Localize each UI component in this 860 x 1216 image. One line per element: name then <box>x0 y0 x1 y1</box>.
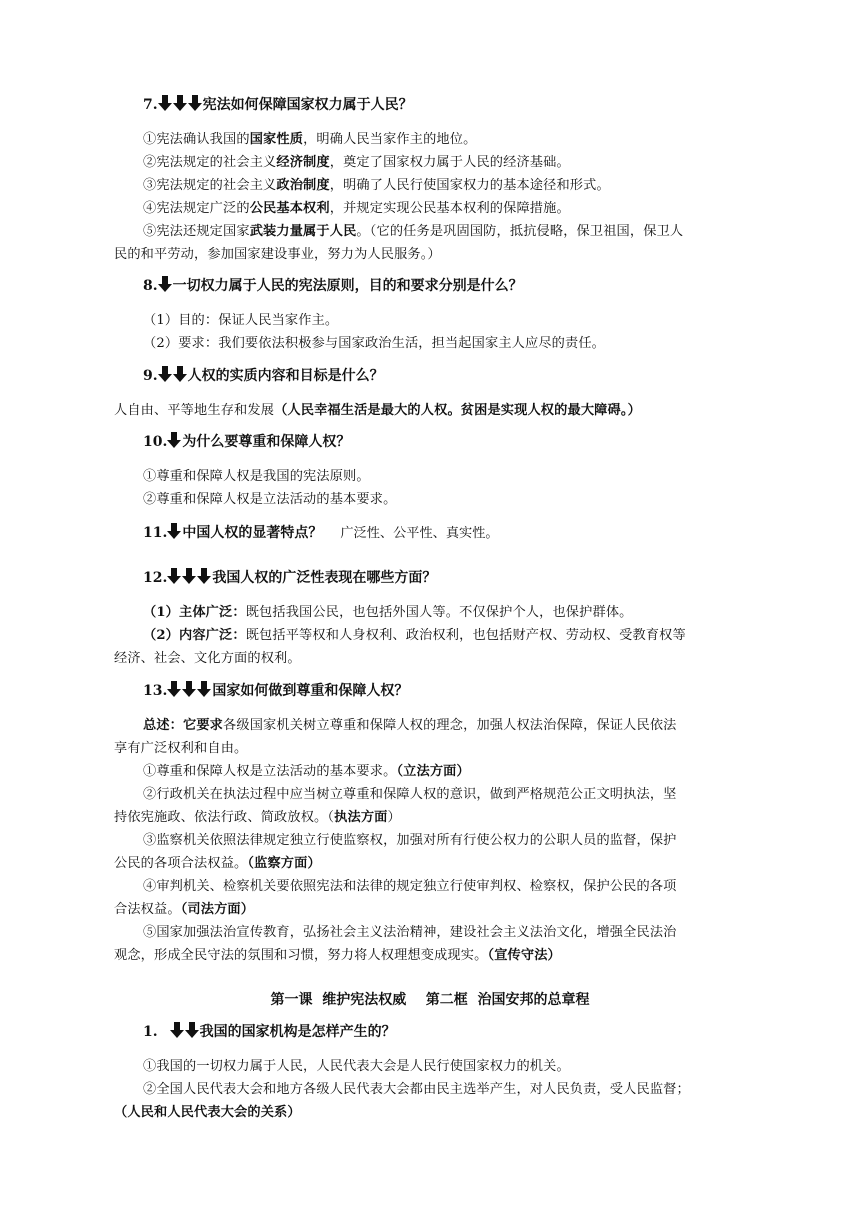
arrow-down-icon <box>182 568 196 588</box>
arrow-down-icon <box>185 1022 199 1042</box>
arrow-down-icon <box>170 1022 184 1042</box>
list-item: ⑤宪法还规定国家武装力量属于人民。（它的任务是巩固国防，抵抗侵略，保卫祖国，保卫人 <box>143 224 684 239</box>
arrow-down-icon <box>167 432 181 452</box>
summary-continuation: 享有广泛权利和自由。 <box>114 741 248 756</box>
summary-text: 总述：它要求各级国家机关树立尊重和保障人权的理念，加强人权法治保障，保证人民依法 <box>143 718 677 733</box>
arrow-down-icon <box>167 568 181 588</box>
list-item: ①尊重和保障人权是我国的宪法原则。 <box>143 469 370 484</box>
question-11-heading: 11. 中国人权的显著特点？ 广泛性、公平性、真实性。 <box>143 525 499 541</box>
arrow-down-icon <box>158 276 172 296</box>
arrow-down-icon <box>197 568 211 588</box>
list-item-continuation: 公民的各项合法权益。（监察方面） <box>114 856 321 871</box>
question-13-heading: 13. 国家如何做到尊重和保障人权？ <box>143 683 409 699</box>
arrow-down-icon <box>167 681 181 701</box>
question-number: 7. <box>143 97 158 113</box>
list-item: ②全国人民代表大会和地方各级人民代表大会都由民主选举产生，对人民负责，受人民监督； <box>143 1082 690 1097</box>
question-10-heading: 10. 为什么要尊重和保障人权？ <box>143 434 351 450</box>
list-item: （1）主体广泛：既包括我国公民，也包括外国人等。不仅保护个人，也保护群体。 <box>143 605 633 620</box>
list-item: ③宪法规定的社会主义政治制度，明确了人民行使国家权力的基本途径和形式。 <box>143 178 610 193</box>
arrow-down-icon <box>158 366 172 386</box>
list-item-continuation: 持依宪施政、依法行政、简政放权。（执法方面） <box>114 810 401 825</box>
list-item: ①宪法确认我国的国家性质，明确人民当家作主的地位。 <box>143 132 477 147</box>
question-9-heading: 9. 人权的实质内容和目标是什么？ <box>143 368 384 384</box>
arrow-down-icon <box>158 95 172 115</box>
list-item-continuation: 观念，形成全民守法的氛围和习惯，努力将人权理想变成现实。（宣传守法） <box>114 948 561 963</box>
arrow-down-icon <box>197 681 211 701</box>
question-8-heading: 8. 一切权力属于人民的宪法原则，目的和要求分别是什么？ <box>143 278 523 294</box>
list-item-continuation: （人民和人民代表大会的关系） <box>114 1105 301 1120</box>
list-item-continuation: 合法权益。（司法方面） <box>114 902 255 917</box>
question-title: 宪法如何保障国家权力属于人民？ <box>202 97 413 113</box>
arrow-down-icon <box>167 523 181 543</box>
list-item: ③监察机关依照法律规定独立行使监察权，加强对所有行使公权力的公职人员的监督，保护 <box>143 833 677 848</box>
arrow-down-icon <box>173 366 187 386</box>
answer-text: 广泛性、公平性、真实性。 <box>340 526 499 541</box>
list-item: ⑤国家加强法治宣传教育，弘扬社会主义法治精神，建设社会主义法治文化，增强全民法治 <box>143 925 677 940</box>
arrow-down-icon <box>173 95 187 115</box>
list-item-continuation: 经济、社会、文化方面的权利。 <box>114 651 301 666</box>
list-item: ②宪法规定的社会主义经济制度，奠定了国家权力属于人民的经济基础。 <box>143 155 570 170</box>
question-7-heading <box>143 95 783 115</box>
list-item: ①尊重和保障人权是立法活动的基本要求。（立法方面） <box>143 764 470 779</box>
list-item: ④审判机关、检察机关要依照宪法和法律的规定独立行使审判权、检察权，保护公民的各项 <box>143 879 677 894</box>
answer-text: 人自由、平等地生存和发展（人民幸福生活是最大的人权。贫困是实现人权的最大障碍。） <box>114 403 641 418</box>
list-item: ②尊重和保障人权是立法活动的基本要求。 <box>143 492 397 507</box>
list-item: （2）内容广泛：既包括平等权和人身权利、政治权利，也包括财产权、劳动权、受教育权等 <box>143 628 686 643</box>
arrow-down-icon <box>182 681 196 701</box>
list-item-continuation: 民的和平劳动，参加国家建设事业，努力为人民服务。） <box>114 247 441 262</box>
list-item: ②行政机关在执法过程中应当树立尊重和保障人权的意识，做到严格规范公正文明执法，坚 <box>143 787 677 802</box>
list-item: （1）目的：保证人民当家作主。 <box>143 313 339 328</box>
arrow-down-icon <box>188 95 202 115</box>
list-item: ④宪法规定广泛的公民基本权利，并规定实现公民基本权利的保障措施。 <box>143 201 570 216</box>
section-title: 第一课 维护宪法权威 第二框 治国安邦的总章程 <box>270 992 590 1008</box>
list-item: ①我国的一切权力属于人民，人民代表大会是人民行使国家权力的机关。 <box>143 1059 570 1074</box>
list-item: （2）要求：我们要依法积极参与国家政治生活，担当起国家主人应尽的责任。 <box>143 336 606 351</box>
section-question-1-heading: 1. 我国的国家机构是怎样产生的？ <box>143 1024 396 1040</box>
question-12-heading: 12. 我国人权的广泛性表现在哪些方面？ <box>143 570 437 586</box>
